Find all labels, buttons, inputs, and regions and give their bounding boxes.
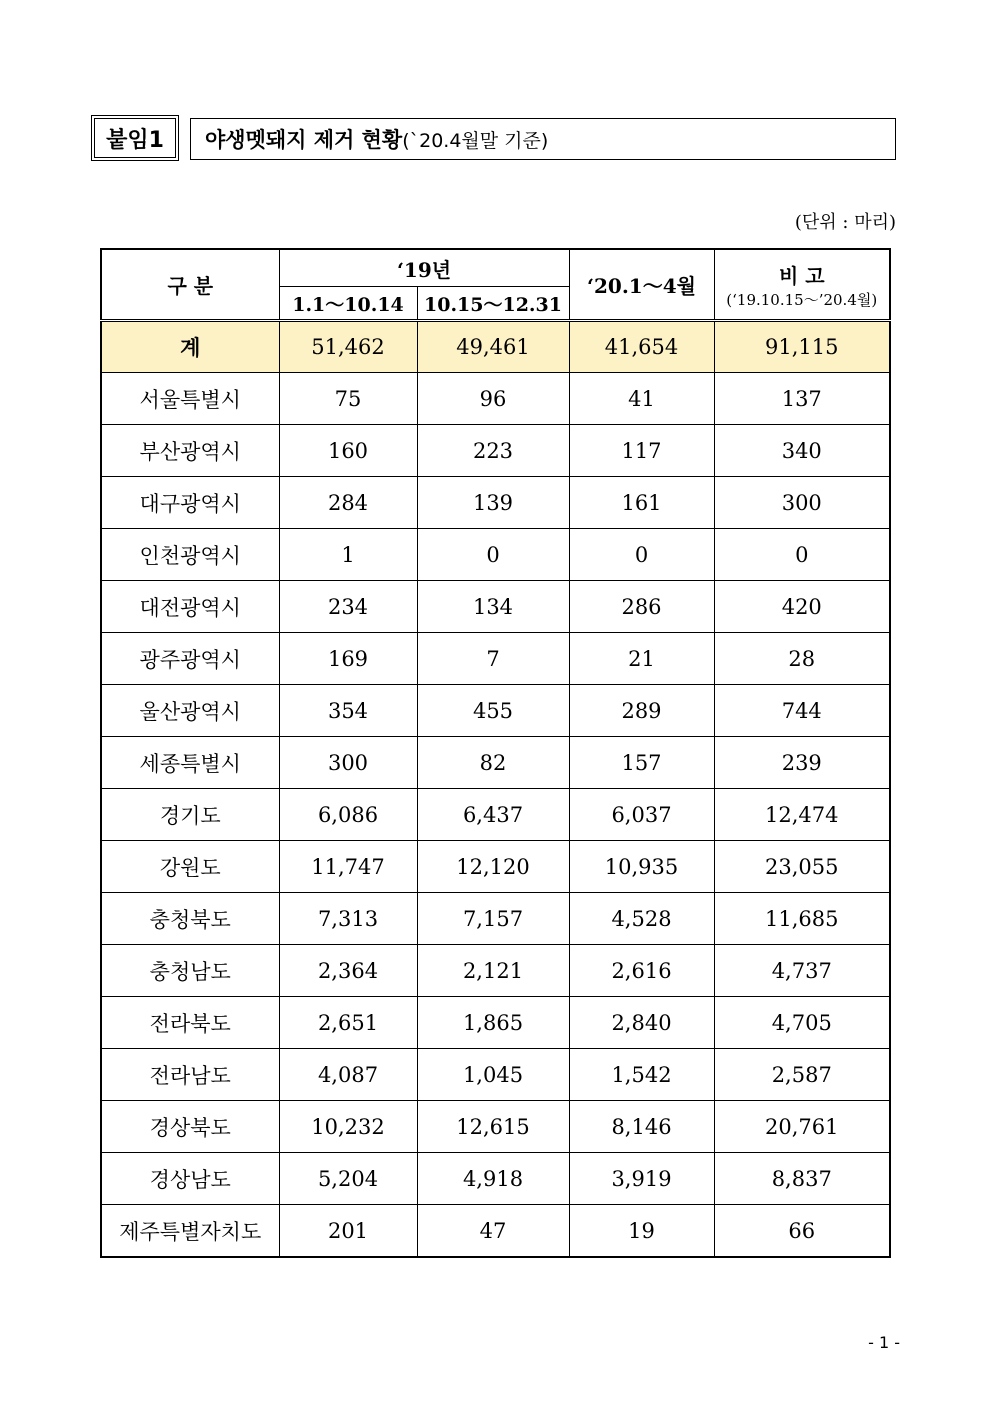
value-cell-b: 1,045 [417,1049,569,1101]
region-cell: 울산광역시 [101,685,279,737]
value-cell-d: 28 [714,633,890,685]
total-a: 51,462 [279,321,417,373]
removal-table [100,248,891,1258]
value-cell-a: 2,651 [279,997,417,1049]
value-cell-d: 0 [714,529,890,581]
table-row [101,893,890,945]
value-cell-a: 7,313 [279,893,417,945]
table-row [101,373,890,425]
unit-note: (단위 : 마리) [794,212,896,233]
value-cell-a: 5,204 [279,1153,417,1205]
value-cell-b: 7 [417,633,569,685]
table-row [101,425,890,477]
value-cell-a: 6,086 [279,789,417,841]
value-cell-b: 455 [417,685,569,737]
value-cell-b: 139 [417,477,569,529]
value-cell-b: 223 [417,425,569,477]
table-row [101,685,890,737]
page-title [190,118,896,160]
region-cell: 경기도 [101,789,279,841]
table-row [101,737,890,789]
value-cell-d: 20,761 [714,1101,890,1153]
value-cell-b: 6,437 [417,789,569,841]
value-cell-c: 3,919 [569,1153,714,1205]
value-cell-d: 11,685 [714,893,890,945]
region-cell: 충청북도 [101,893,279,945]
value-cell-a: 10,232 [279,1101,417,1153]
total-c: 41,654 [569,321,714,373]
header-remark-title: 비 고 [778,263,825,288]
total-row [101,321,890,373]
header-col-a: 1.1～10.14 [279,287,417,321]
value-cell-c: 2,616 [569,945,714,997]
table-row [101,1205,890,1258]
value-cell-d: 4,705 [714,997,890,1049]
table-row [101,997,890,1049]
total-label: 계 [101,321,279,373]
value-cell-d: 340 [714,425,890,477]
value-cell-a: 160 [279,425,417,477]
header-col-b: 10.15～12.31 [417,287,569,321]
region-cell: 서울특별시 [101,373,279,425]
region-cell: 부산광역시 [101,425,279,477]
value-cell-b: 96 [417,373,569,425]
header-row-1 [101,249,890,287]
value-cell-d: 8,837 [714,1153,890,1205]
value-cell-d: 2,587 [714,1049,890,1101]
value-cell-a: 4,087 [279,1049,417,1101]
region-cell: 대전광역시 [101,581,279,633]
value-cell-b: 1,865 [417,997,569,1049]
value-cell-c: 289 [569,685,714,737]
value-cell-b: 12,615 [417,1101,569,1153]
region-cell: 충청남도 [101,945,279,997]
header-col-c: ‘20.1～4월 [569,249,714,321]
value-cell-d: 300 [714,477,890,529]
value-cell-c: 4,528 [569,893,714,945]
value-cell-c: 161 [569,477,714,529]
table-row [101,477,890,529]
header-remark [714,249,890,321]
value-cell-b: 134 [417,581,569,633]
table-row [101,1049,890,1101]
header-group-19: ‘19년 [279,249,569,287]
value-cell-d: 239 [714,737,890,789]
title-row [94,118,176,160]
total-d: 91,115 [714,321,890,373]
value-cell-a: 2,364 [279,945,417,997]
value-cell-c: 6,037 [569,789,714,841]
region-cell: 세종특별시 [101,737,279,789]
value-cell-b: 82 [417,737,569,789]
value-cell-b: 47 [417,1205,569,1258]
region-cell: 전라남도 [101,1049,279,1101]
region-cell: 제주특별자치도 [101,1205,279,1258]
value-cell-c: 19 [569,1205,714,1258]
value-cell-a: 1 [279,529,417,581]
value-cell-a: 201 [279,1205,417,1258]
region-cell: 경상남도 [101,1153,279,1205]
value-cell-c: 41 [569,373,714,425]
value-cell-a: 169 [279,633,417,685]
value-cell-c: 157 [569,737,714,789]
value-cell-c: 8,146 [569,1101,714,1153]
value-cell-c: 0 [569,529,714,581]
value-cell-a: 234 [279,581,417,633]
value-cell-d: 12,474 [714,789,890,841]
value-cell-a: 300 [279,737,417,789]
table-row [101,633,890,685]
table-row [101,529,890,581]
table-row [101,945,890,997]
header-remark-sub: (‘19.10.15～’20.4월) [726,290,878,309]
region-cell: 전라북도 [101,997,279,1049]
value-cell-a: 354 [279,685,417,737]
value-cell-b: 0 [417,529,569,581]
region-cell: 광주광역시 [101,633,279,685]
page-number: - 1 - [868,1333,900,1352]
table-body [101,373,890,1258]
value-cell-d: 137 [714,373,890,425]
value-cell-b: 4,918 [417,1153,569,1205]
value-cell-c: 10,935 [569,841,714,893]
region-cell: 인천광역시 [101,529,279,581]
attachment-label: 붙임1 [94,118,176,158]
value-cell-d: 23,055 [714,841,890,893]
table-row [101,1101,890,1153]
value-cell-c: 21 [569,633,714,685]
value-cell-c: 117 [569,425,714,477]
region-cell: 강원도 [101,841,279,893]
table-row [101,1153,890,1205]
value-cell-a: 284 [279,477,417,529]
value-cell-a: 75 [279,373,417,425]
value-cell-c: 1,542 [569,1049,714,1101]
table-row [101,789,890,841]
value-cell-c: 286 [569,581,714,633]
region-cell: 경상북도 [101,1101,279,1153]
value-cell-b: 12,120 [417,841,569,893]
value-cell-a: 11,747 [279,841,417,893]
value-cell-c: 2,840 [569,997,714,1049]
header-region: 구 분 [101,249,279,321]
region-cell: 대구광역시 [101,477,279,529]
value-cell-d: 420 [714,581,890,633]
total-b: 49,461 [417,321,569,373]
value-cell-b: 7,157 [417,893,569,945]
title-sub: (`20.4월말 기준) [402,129,549,152]
table-row [101,581,890,633]
title-text: 야생멧돼지 제거 현황 [205,128,403,152]
value-cell-d: 4,737 [714,945,890,997]
table-row [101,841,890,893]
value-cell-d: 66 [714,1205,890,1258]
value-cell-d: 744 [714,685,890,737]
value-cell-b: 2,121 [417,945,569,997]
